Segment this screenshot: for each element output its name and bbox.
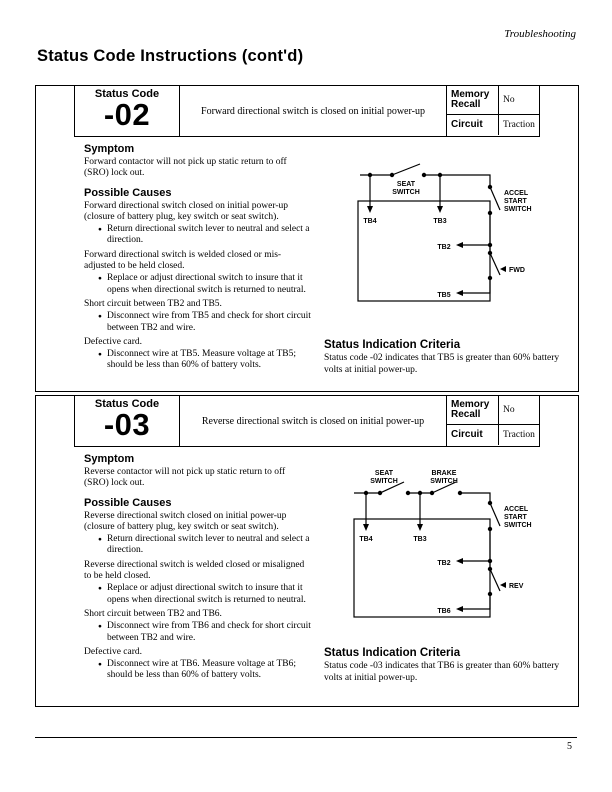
diagram-column [324, 135, 578, 391]
cause-text: Reverse directional switch is welded closed or misaligned to be held closed. [84, 559, 305, 582]
seat-switch-label: SWITCH [370, 478, 398, 485]
bullet-text: Replace or adjust directional switch to insure that it opens when directional switch is returned to neutral. [106, 583, 306, 605]
cause-text: Short circuit between TB2 and TB6. [84, 608, 222, 619]
terminal-tb5-label: TB5 [437, 292, 451, 299]
possible-causes-heading: Possible Causes [84, 496, 172, 509]
cause-bullet [98, 349, 312, 372]
cause-bullet [98, 659, 312, 682]
cause-item [84, 609, 312, 644]
status-section-03 [35, 395, 579, 707]
fwd-switch-label: FWD [509, 267, 525, 274]
bullet-text: Disconnect wire from TB6 and check for short circuit between TB2 and wire. [106, 621, 311, 643]
cause-bullet [98, 534, 312, 557]
cause-bullet [98, 583, 312, 606]
circuit-row [447, 114, 539, 135]
cause-text: Reverse directional switch closed on initial power-up (closure of battery plug, key switch or seat switch). [84, 510, 287, 532]
terminal-tb2-label: TB2 [437, 560, 451, 567]
criteria-heading: Status Indication Criteria [324, 647, 461, 659]
status-section-02 [35, 85, 579, 392]
memory-recall-value: No [498, 86, 539, 114]
section-body [36, 135, 578, 391]
cause-item [84, 511, 312, 557]
memory-recall-value: No [498, 396, 539, 424]
criteria-text: Status code -02 indicates that TB5 is greater than 60% battery volts at initial power-up. [324, 353, 560, 375]
bullet-icon: ● [98, 623, 102, 631]
cause-text: Defective card. [84, 646, 143, 657]
brake-switch-label: BRAKE [431, 470, 457, 477]
cause-text: Forward directional switch closed on initial power-up (closure of battery plug, key switch or seat switch). [84, 200, 289, 222]
circuit-nodes [363, 491, 506, 612]
bullet-icon: ● [98, 536, 102, 544]
bullet-text: Return directional switch lever to neutral and select a direction. [106, 534, 310, 556]
cause-bullet [98, 273, 312, 296]
bullet-text: Disconnect wire at TB6. Measure voltage at TB6; should be less than 60% of battery volts. [106, 659, 297, 681]
accel-start-switch-label: ACCEL [504, 506, 529, 513]
bullet-text: Replace or adjust directional switch to insure that it opens when directional switch is returned to neutral. [106, 273, 306, 295]
cause-item [84, 201, 312, 247]
cause-bullet [98, 311, 312, 334]
status-code-label: Status Code [94, 88, 160, 100]
terminal-tb2-label: TB2 [437, 244, 451, 251]
cause-bullet [98, 224, 312, 247]
cause-item [84, 647, 312, 682]
footer-rule [35, 737, 577, 738]
bullet-icon: ● [98, 313, 102, 321]
status-code-label: Status Code [94, 398, 160, 410]
circuit-diagram-02 [340, 157, 572, 309]
memory-recall-row [447, 86, 539, 114]
status-meta [447, 396, 539, 446]
page-title: Status Code Instructions (cont'd) [37, 47, 304, 65]
rev-switch-label: REV [509, 583, 524, 590]
cause-item [84, 250, 312, 296]
accel-start-switch-label: SWITCH [504, 522, 532, 529]
status-description: Forward directional switch is closed on initial power-up [180, 86, 447, 136]
cause-item [84, 299, 312, 334]
bullet-text: Disconnect wire from TB5 and check for short circuit between TB2 and wire. [106, 311, 311, 333]
section-body [36, 445, 578, 706]
bullet-icon: ● [98, 661, 102, 669]
circuit-row [447, 424, 539, 445]
terminal-tb4-label: TB4 [363, 218, 377, 225]
memory-recall-label: Memory Recall [451, 398, 490, 420]
terminal-tb4-label: TB4 [359, 536, 373, 543]
circuit-value: Traction [498, 115, 539, 135]
circuit-wires [358, 164, 500, 301]
status-code-cell [75, 396, 180, 446]
terminal-tb3-label: TB3 [433, 218, 447, 225]
accel-start-switch-label: START [504, 514, 527, 521]
cause-text: Forward directional switch is welded closed or mis-adjusted to be held closed. [84, 249, 282, 272]
circuit-label: Circuit [451, 428, 483, 440]
seat-switch-label: SEAT [396, 181, 416, 188]
page-number: 5 [567, 741, 572, 752]
status-code-header [74, 85, 540, 137]
symptom-text: Forward contactor will not pick up static return to off (SRO) lock out. [84, 157, 287, 179]
cause-item [84, 337, 312, 372]
status-meta [447, 86, 539, 136]
cause-text: Short circuit between TB2 and TB5. [84, 298, 222, 309]
status-code-header [74, 395, 540, 447]
memory-recall-label: Memory Recall [451, 88, 490, 110]
accel-start-switch-label: ACCEL [504, 190, 529, 197]
bullet-icon: ● [98, 226, 102, 234]
bullet-icon: ● [98, 351, 102, 359]
bullet-icon: ● [98, 585, 102, 593]
status-code-value: -02 [103, 97, 151, 132]
cause-item [84, 560, 312, 606]
text-column [36, 135, 324, 391]
seat-switch-label: SWITCH [392, 189, 420, 196]
circuit-wires [354, 482, 500, 617]
criteria-heading: Status Indication Criteria [324, 339, 461, 351]
circuit-value: Traction [498, 425, 539, 445]
status-description: Reverse directional switch is closed on initial power-up [180, 396, 447, 446]
criteria-text: Status code -03 indicates that TB6 is greater than 60% battery volts at initial power-up. [324, 661, 560, 683]
terminal-tb6-label: TB6 [437, 608, 451, 615]
bullet-text: Disconnect wire at TB5. Measure voltage at TB5; should be less than 60% of battery volts. [106, 349, 297, 371]
bullet-text: Return directional switch lever to neutral and select a direction. [106, 224, 310, 246]
bullet-icon: ● [98, 275, 102, 283]
diagram-column [324, 445, 578, 706]
circuit-diagram-03 [340, 467, 572, 625]
circuit-nodes [367, 173, 506, 296]
cause-text: Defective card. [84, 336, 143, 347]
memory-recall-row [447, 396, 539, 424]
accel-start-switch-label: SWITCH [504, 206, 532, 213]
text-column [36, 445, 324, 706]
accel-start-switch-label: START [504, 198, 527, 205]
cause-bullet [98, 621, 312, 644]
status-code-cell [75, 86, 180, 136]
circuit-label: Circuit [451, 118, 483, 130]
symptom-text: Reverse contactor will not pick up static return to off (SRO) lock out. [84, 467, 286, 489]
brake-switch-label: SWITCH [430, 478, 458, 485]
symptom-heading: Symptom [84, 143, 135, 155]
terminal-tb3-label: TB3 [413, 536, 427, 543]
seat-switch-label: SEAT [374, 470, 394, 477]
symptom-heading: Symptom [84, 453, 135, 465]
possible-causes-heading: Possible Causes [84, 186, 172, 199]
running-header: Troubleshooting [504, 28, 576, 40]
status-code-value: -03 [103, 407, 151, 442]
